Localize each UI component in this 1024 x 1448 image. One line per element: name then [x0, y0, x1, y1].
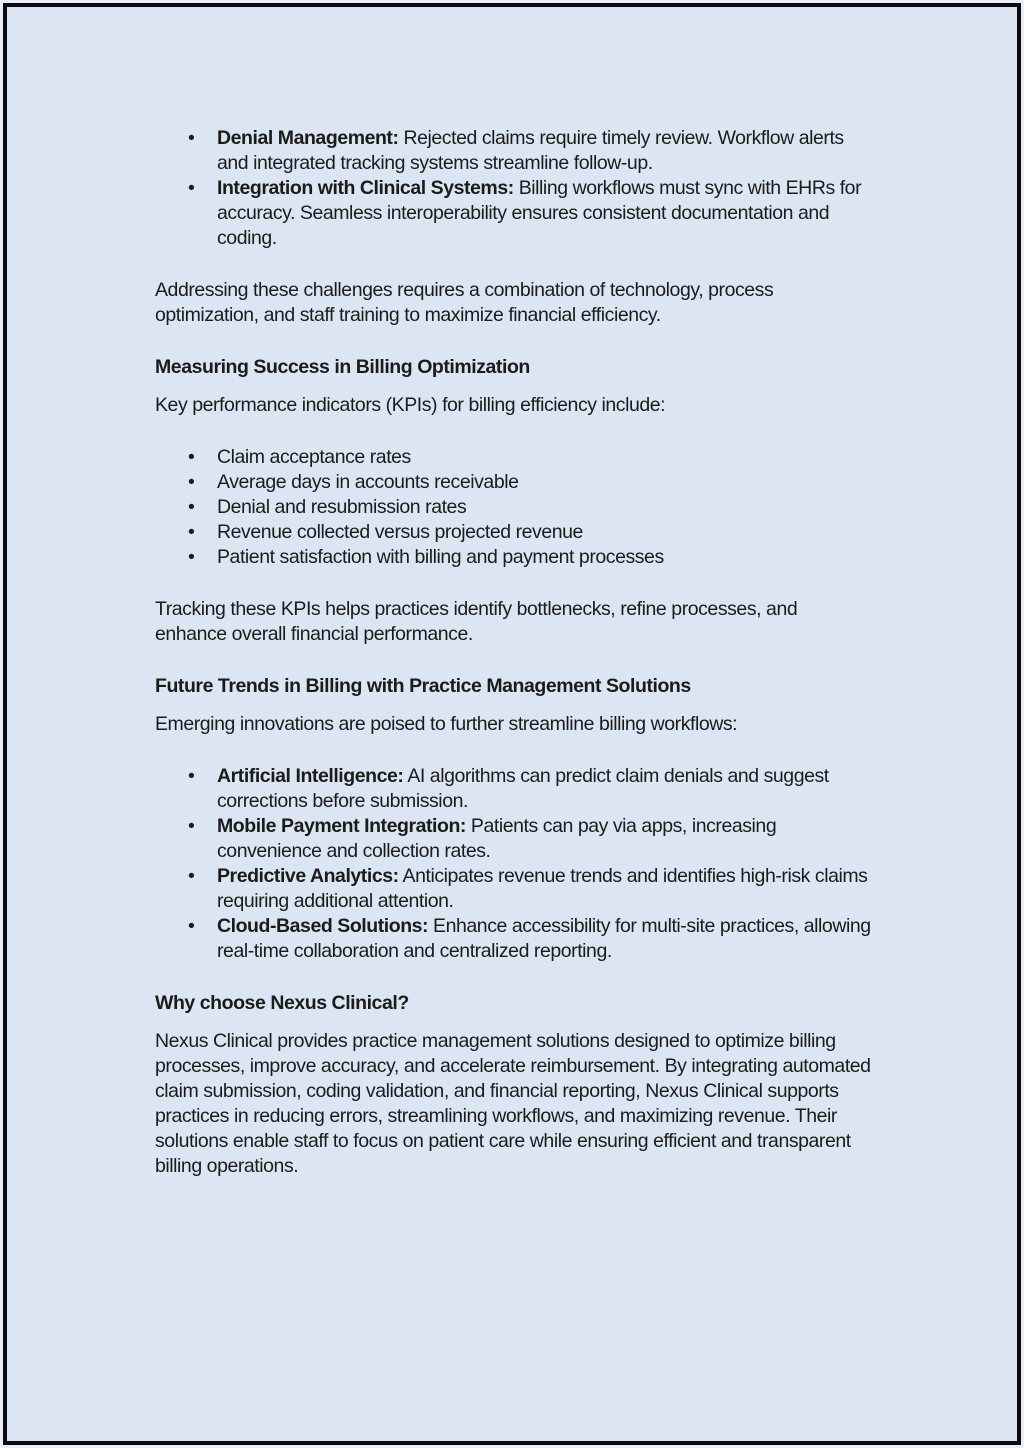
list-item-text: Rejected claims require timely review. Workflow alerts and integrated tracking systems streamline follow-up.: [217, 127, 844, 174]
list-item: [188, 864, 873, 914]
list-item-text: Patients can pay via apps, increasing convenience and collection rates.: [217, 815, 777, 862]
list-item: [188, 764, 873, 814]
kpi-list: [155, 445, 873, 570]
bullet-icon: •: [188, 446, 195, 468]
list-item-text: Revenue collected versus projected revenue: [217, 521, 583, 543]
bullet-icon: •: [188, 546, 195, 568]
bullet-icon: •: [188, 177, 195, 199]
list-item-text: Enhance accessibility for multi-site practices, allowing real-time collaboration and centralized reporting.: [217, 915, 871, 962]
list-item-lead: Denial Management:: [217, 127, 399, 149]
list-item: [188, 545, 873, 570]
bullet-icon: •: [188, 765, 195, 787]
list-item-lead: Mobile Payment Integration:: [217, 815, 466, 837]
list-item-text: Claim acceptance rates: [217, 446, 411, 468]
bullet-icon: •: [188, 521, 195, 543]
future-intro-paragraph: Emerging innovations are poised to further streamline billing workflows:: [155, 713, 738, 735]
bullet-icon: •: [188, 815, 195, 837]
bullet-icon: •: [188, 471, 195, 493]
why-choose-paragraph: Nexus Clinical provides practice management solutions designed to optimize billing processes, improve accuracy, and accelerate reimbursement. By integrating automated claim submission, coding validation, and financial reporting, Nexus Clinical supports practices in reducing errors, streamlining workflows, and maximizing revenue. Their solutions enable staff to focus on patient care while ensuring efficient and transparent billing operations.: [155, 1030, 871, 1177]
list-item: [188, 520, 873, 545]
document-body: [7, 7, 873, 1179]
list-item: [188, 470, 873, 495]
list-item: [188, 914, 873, 964]
measuring-success-heading: Measuring Success in Billing Optimization: [155, 356, 530, 378]
bullet-icon: •: [188, 865, 195, 887]
bullet-icon: •: [188, 496, 195, 518]
challenges-list: [155, 126, 873, 251]
list-item-lead: Cloud-Based Solutions:: [217, 915, 429, 937]
document-page: [3, 3, 1021, 1445]
list-item-lead: Artificial Intelligence:: [217, 765, 404, 787]
list-item-lead: Integration with Clinical Systems:: [217, 177, 514, 199]
list-item-text: Patient satisfaction with billing and payment processes: [217, 546, 664, 568]
list-item: [188, 445, 873, 470]
tracking-paragraph: Tracking these KPIs helps practices identify bottlenecks, refine processes, and enhance overall financial performance.: [155, 598, 798, 645]
list-item-text: Average days in accounts receivable: [217, 471, 519, 493]
list-item-text: AI algorithms can predict claim denials and suggest corrections before submission.: [217, 765, 829, 812]
list-item-text: Billing workflows must sync with EHRs for accuracy. Seamless interoperability ensures consistent documentation and coding.: [217, 177, 862, 249]
bullet-icon: •: [188, 127, 195, 149]
list-item: [188, 495, 873, 520]
list-item: [188, 814, 873, 864]
list-item-text: Anticipates revenue trends and identifies high-risk claims requiring additional attention.: [217, 865, 868, 912]
why-choose-heading: Why choose Nexus Clinical?: [155, 992, 409, 1014]
list-item-lead: Predictive Analytics:: [217, 865, 399, 887]
list-item-text: Denial and resubmission rates: [217, 496, 467, 518]
future-trends-heading: Future Trends in Billing with Practice Management Solutions: [155, 675, 691, 697]
future-trends-list: [155, 764, 873, 964]
list-item: [188, 126, 873, 176]
kpi-intro-paragraph: Key performance indicators (KPIs) for billing efficiency include:: [155, 394, 666, 416]
list-item: [188, 176, 873, 251]
bullet-icon: •: [188, 915, 195, 937]
addressing-paragraph: Addressing these challenges requires a combination of technology, process optimization, and staff training to maximize financial efficiency.: [155, 279, 774, 326]
